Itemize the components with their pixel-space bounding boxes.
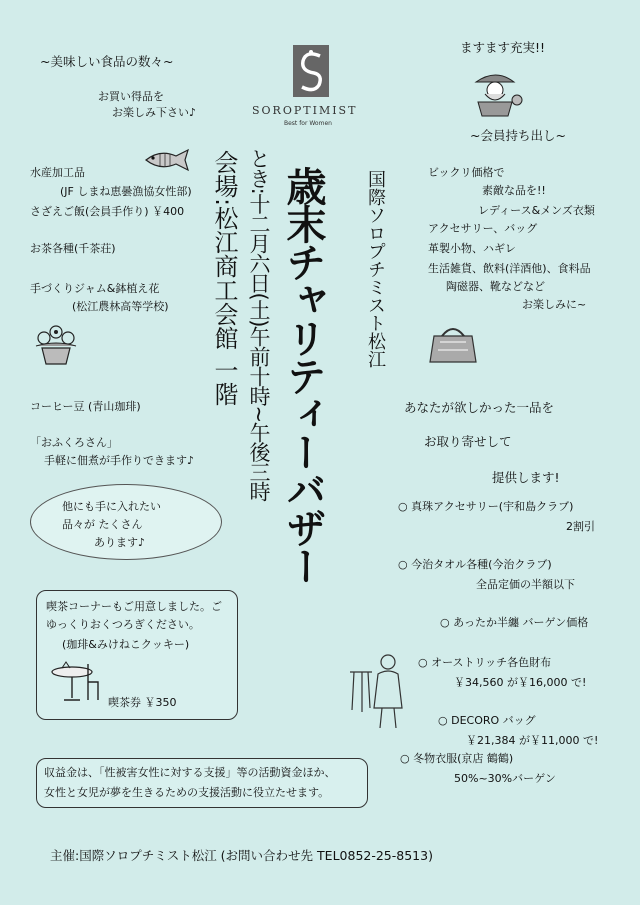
offer-5-detail: ￥21,384 が￥11,000 で! — [466, 734, 599, 747]
bubble-line2: 品々が たくさん — [62, 518, 143, 531]
cafe-line1: 喫茶コーナーもご用意しました。ご — [46, 600, 222, 613]
member-item-2: 素敵な品を!! — [482, 184, 546, 197]
order-line1: あなたが欲しかった一品を — [404, 400, 555, 415]
seafood-item: さざえご飯(会員手作り) ￥400 — [30, 205, 185, 218]
offer-1-detail: 2割引 — [566, 520, 595, 533]
order-line3: 提供します! — [492, 470, 560, 485]
offer-4: ○ オーストリッチ各色財布 — [418, 656, 552, 669]
offer-3: ○ あったか半纏 バーゲン価格 — [440, 616, 589, 629]
logo-tagline: Best for Women — [284, 120, 332, 127]
cafe-table-icon — [48, 656, 102, 704]
handbag-icon — [428, 322, 478, 366]
offer-1: ○ 真珠アクセサリー(宇和島クラブ) — [398, 500, 574, 513]
flower-pot-icon — [30, 318, 82, 368]
santa-icon — [468, 70, 524, 118]
offer-2-detail: 全品定価の半額以下 — [476, 578, 575, 591]
member-item-5: 革製小物、ハギレ — [428, 242, 516, 255]
seafood-title: 水産加工品 — [30, 166, 85, 179]
offer-5: ○ DECORO バッグ — [438, 714, 536, 727]
member-item-4: アクセサリー、バッグ — [428, 222, 538, 235]
food-intro-line2: お楽しみ下さい♪ — [112, 106, 197, 119]
order-line2: お取り寄せして — [424, 434, 512, 449]
soroptimist-logo-icon — [292, 44, 330, 98]
bubble-line3: あります♪ — [94, 536, 146, 549]
member-item-3: レディース&メンズ衣類 — [478, 204, 595, 217]
event-time: とき:十二月六日(土)午前十時~午後三時 — [247, 148, 271, 502]
coffee-item: コーヒー豆 (青山珈琲) — [30, 400, 141, 413]
cafe-line3: (珈琲&みけねこクッキー) — [62, 638, 190, 651]
event-venue: 会場:松江商工会館 一階 — [210, 150, 238, 406]
seafood-maker: (JF しまね恵曇漁協女性部) — [60, 185, 192, 198]
food-heading: ~美味しい食品の数々~ — [40, 54, 174, 69]
organizer-vertical: 国際ソロプチミスト松江 — [365, 170, 386, 368]
shopper-illustration-icon — [348, 650, 410, 730]
member-item-6: 生活雑貨、飲料(洋酒他)、食料品 — [428, 262, 591, 275]
bubble-line1: 他にも手に入れたい — [62, 500, 161, 513]
jam-maker: (松江農林高等学校) — [72, 300, 169, 313]
ofukuro-desc: 手軽に佃煮が手作りできます♪ — [44, 454, 195, 467]
member-item-7: 陶磁器、靴などなど — [446, 280, 545, 293]
notice-line2: 女性と女児が夢を生きるための支援活動に役立たせます。 — [44, 786, 330, 799]
fish-icon — [142, 148, 192, 172]
logo-name: SOROPTIMIST — [252, 104, 358, 117]
ofukuro-title: 「おふくろさん」 — [30, 436, 118, 449]
right-heading-top: ますます充実!! — [460, 40, 546, 55]
member-item-1: ビックリ価格で — [428, 166, 505, 179]
notice-line1: 収益金は、「性被害女性に対する支援」等の活動資金ほか、 — [44, 766, 336, 779]
member-item-8: お楽しみに~ — [522, 298, 587, 311]
footer-organizer: 主催:国際ソロプチミスト松江 (お問い合わせ先 TEL0852-25-8513) — [50, 848, 433, 863]
offer-2: ○ 今治タオル各種(今治クラブ) — [398, 558, 552, 571]
cafe-line2: ゆっくりおくつろぎください。 — [46, 618, 200, 631]
offer-6: ○ 冬物衣服(京店 鶴鶴) — [400, 752, 514, 765]
event-title: 歳末チャリティーバザー — [280, 166, 327, 584]
offer-6-detail: 50%~30%バーゲン — [454, 772, 556, 785]
offer-4-detail: ￥34,560 が￥16,000 で! — [454, 676, 587, 689]
member-items-heading: ~会員持ち出し~ — [470, 128, 566, 143]
jam-title: 手づくりジャム&鉢植え花 — [30, 282, 160, 295]
tea-item: お茶各種(千茶荘) — [30, 242, 116, 255]
cafe-ticket: 喫茶券 ￥350 — [108, 696, 177, 709]
food-intro-line1: お買い得品を — [98, 90, 164, 103]
